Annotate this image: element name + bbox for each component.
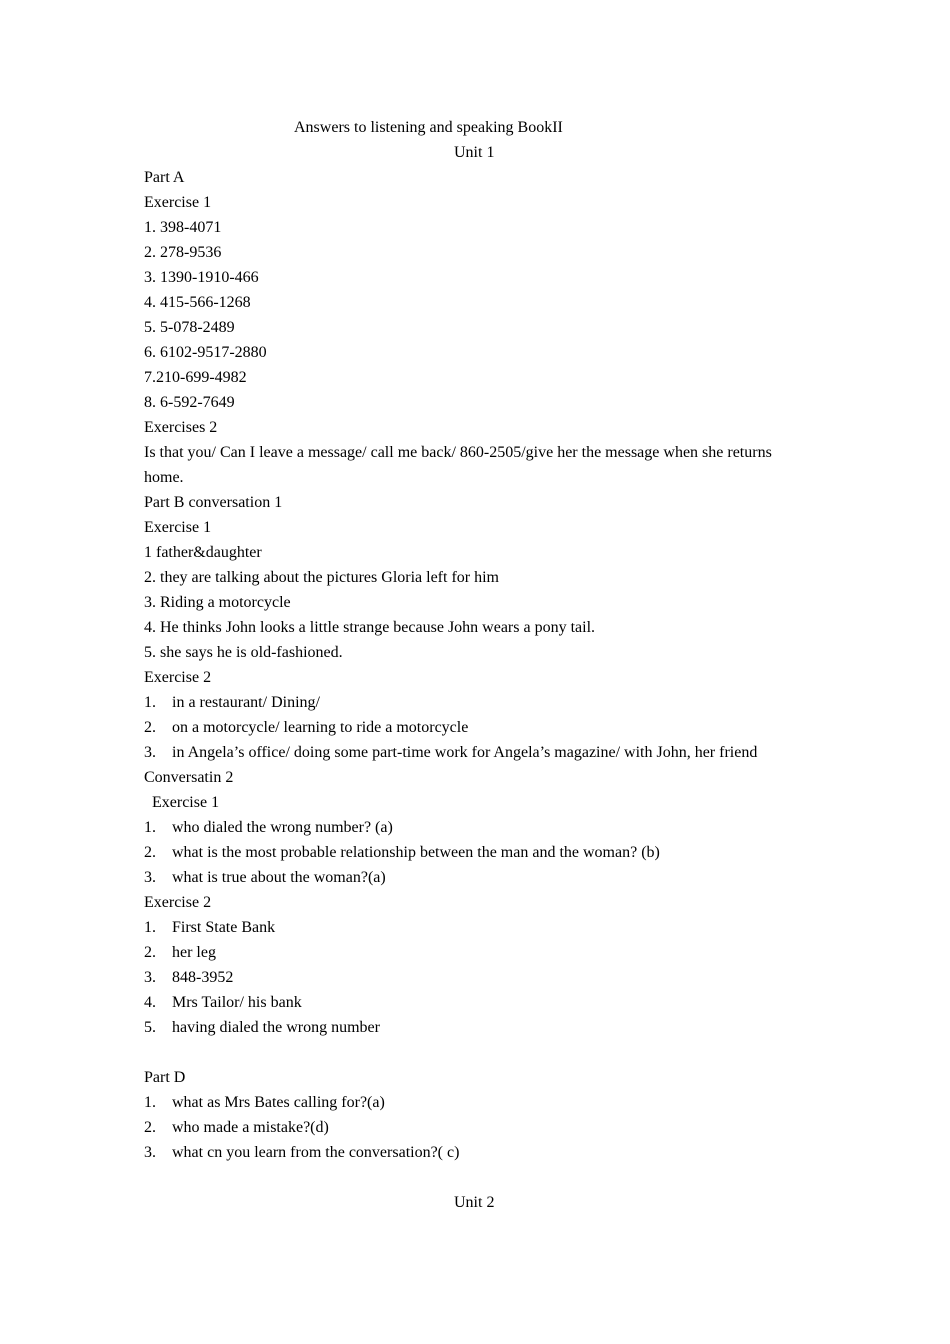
list-number: 3. xyxy=(144,869,156,886)
list-number: 4. xyxy=(144,994,156,1011)
list-item: 1. 398-4071 xyxy=(144,219,222,236)
part-b-exercise-1-heading: Exercise 1 xyxy=(144,519,212,536)
unit-1-heading: Unit 1 xyxy=(454,144,495,161)
list-number: 3. xyxy=(144,1144,156,1161)
part-a-exercise-1-heading: Exercise 1 xyxy=(144,194,212,211)
part-b-exercise-2-heading: Exercise 2 xyxy=(144,669,212,686)
document-title: Answers to listening and speaking BookII xyxy=(294,119,563,136)
list-item xyxy=(144,693,320,713)
list-item: 1 father&daughter xyxy=(144,544,262,561)
list-text: what is the most probable relationship between the man and the woman? (b) xyxy=(172,844,660,861)
list-item xyxy=(144,1143,459,1163)
list-text: 848-3952 xyxy=(172,969,234,986)
list-number: 2. xyxy=(144,719,156,736)
list-item xyxy=(144,1018,380,1038)
list-text: her leg xyxy=(172,944,216,961)
list-number: 1. xyxy=(144,1094,156,1111)
list-text: in Angela’s office/ doing some part-time work for Angela’s magazine/ with John, her friend xyxy=(172,744,758,761)
conversation-2-heading: Conversatin 2 xyxy=(144,769,234,786)
list-item xyxy=(144,968,233,988)
list-item: 4. 415-566-1268 xyxy=(144,294,251,311)
list-number: 3. xyxy=(144,969,156,986)
list-number: 1. xyxy=(144,819,156,836)
list-number: 1. xyxy=(144,694,156,711)
list-item: 4. He thinks John looks a little strange because John wears a pony tail. xyxy=(144,619,596,636)
part-a-heading: Part A xyxy=(144,169,185,186)
list-item xyxy=(144,1118,329,1138)
list-item: 2. 278-9536 xyxy=(144,244,222,261)
list-number: 3. xyxy=(144,744,156,761)
list-item xyxy=(144,868,386,888)
list-item xyxy=(144,718,468,738)
list-text: what cn you learn from the conversation?( c) xyxy=(172,1144,460,1161)
list-text: what as Mrs Bates calling for?(a) xyxy=(172,1094,385,1111)
list-item: 5. she says he is old-fashioned. xyxy=(144,644,343,661)
list-text: who dialed the wrong number? (a) xyxy=(172,819,393,836)
list-text: what is true about the woman?(a) xyxy=(172,869,386,886)
list-item xyxy=(144,993,302,1013)
unit-2-heading: Unit 2 xyxy=(454,1194,495,1211)
list-number: 1. xyxy=(144,919,156,936)
list-text: First State Bank xyxy=(172,919,276,936)
list-item: 7.210-699-4982 xyxy=(144,369,247,386)
list-item xyxy=(144,743,757,763)
list-item: 8. 6-592-7649 xyxy=(144,394,235,411)
part-d-heading: Part D xyxy=(144,1069,186,1086)
list-item: 5. 5-078-2489 xyxy=(144,319,235,336)
list-item xyxy=(144,918,275,938)
list-text: Mrs Tailor/ his bank xyxy=(172,994,302,1011)
list-item xyxy=(144,943,216,963)
part-a-exercise-2-answer: Is that you/ Can I leave a message/ call me back/ 860-2505/give her the message when she returns home. xyxy=(144,444,772,486)
list-text: who made a mistake?(d) xyxy=(172,1119,329,1136)
conversation-2-exercise-2-heading: Exercise 2 xyxy=(144,894,212,911)
part-b-heading: Part B conversation 1 xyxy=(144,494,283,511)
list-item xyxy=(144,843,660,863)
list-item: 6. 6102-9517-2880 xyxy=(144,344,267,361)
list-number: 5. xyxy=(144,1019,156,1036)
list-item: 3. Riding a motorcycle xyxy=(144,594,291,611)
list-text: on a motorcycle/ learning to ride a motorcycle xyxy=(172,719,469,736)
list-text: having dialed the wrong number xyxy=(172,1019,380,1036)
list-item: 3. 1390-1910-466 xyxy=(144,269,259,286)
conversation-2-exercise-1-heading: Exercise 1 xyxy=(152,794,220,811)
list-text: in a restaurant/ Dining/ xyxy=(172,694,320,711)
part-a-exercise-2-heading: Exercises 2 xyxy=(144,419,218,436)
list-number: 2. xyxy=(144,1119,156,1136)
list-item: 2. they are talking about the pictures Gloria left for him xyxy=(144,569,499,586)
list-number: 2. xyxy=(144,844,156,861)
list-number: 2. xyxy=(144,944,156,961)
list-item xyxy=(144,818,393,838)
list-item xyxy=(144,1093,385,1113)
